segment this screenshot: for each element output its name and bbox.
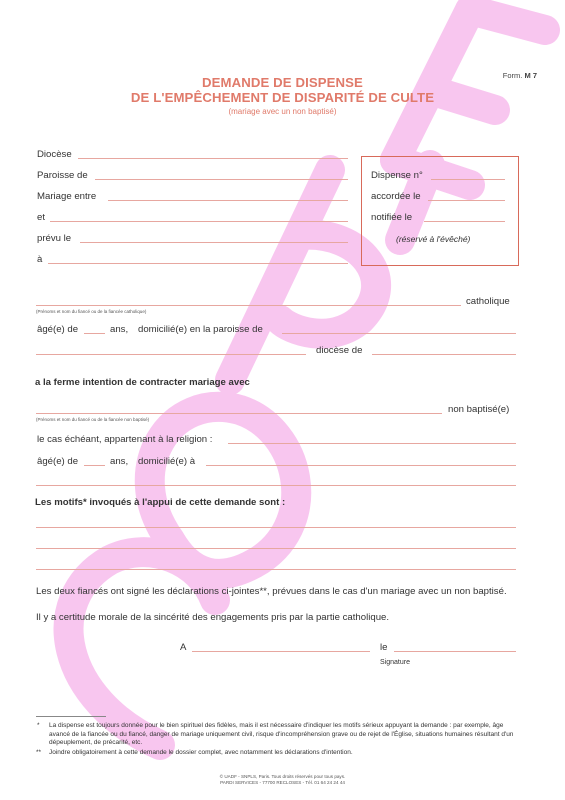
catholic-name-field[interactable] [36, 305, 461, 306]
non-baptise-name-caption: (Prénoms et nom du fiancé ou de la fiancée non baptisé) [36, 417, 150, 422]
mariage-label: Mariage entre [37, 191, 97, 202]
catholic-age-label: âgé(e) de [37, 324, 79, 335]
reserve-label: (réservé à l'évêché) [396, 234, 471, 244]
religion-label: le cas échéant, appartenant à la religion : [37, 434, 213, 445]
non-baptise-domicile-cont-field[interactable] [36, 485, 516, 486]
catholic-domicile-label: domicilié(e) en la paroisse de [138, 324, 263, 335]
footnote-1: La dispense est toujours donnée pour le bien spirituel des fidèles, mais il est nécessaire d'indiquer les motifs sérieux appuyant la demande : par exemple, âge avancé de la fiancée ou du fiancé, danger de mariage uniquement civil, risque d'incompréhension grave ou de rejet de l'Église, situations humaines résultant d'un dépeuplement, de précarité, etc. [49, 722, 514, 747]
et-label: et [37, 212, 46, 223]
religion-field[interactable] [228, 443, 516, 444]
et-field[interactable] [50, 221, 348, 222]
motifs-line-2[interactable] [36, 548, 516, 549]
footnote-rule [36, 716, 106, 717]
catholic-diocese-field[interactable] [372, 354, 516, 355]
a-label: à [37, 254, 43, 265]
motifs-line-1[interactable] [36, 527, 516, 528]
footnote-2-mark: ** [36, 749, 42, 756]
copyright-line-1: © UADF - SNPLS, Paris. Tous droits réservés pour tous pays. [219, 774, 346, 779]
notifiee-field[interactable] [424, 221, 505, 222]
paroisse-field[interactable] [95, 179, 348, 180]
footnote-2: Joindre obligatoirement à cette demande le dossier complet, avec notamment les déclarations d'intention. [49, 749, 353, 756]
non-baptise-name-field[interactable] [36, 413, 442, 414]
dispense-number-field[interactable] [431, 179, 505, 180]
declarations-text: Les deux fiancés ont signé les déclarations ci-jointes**, prévues dans le cas d'un mariage avec un non baptisé. [36, 586, 507, 597]
catholic-name-caption: (Prénoms et nom du fiancé ou de la fiancée catholique) [36, 309, 147, 314]
signature-label: Signature [380, 659, 410, 666]
signature-date-field[interactable] [394, 651, 516, 652]
catholic-paroisse-cont-field[interactable] [36, 354, 306, 355]
mariage-field[interactable] [108, 200, 348, 201]
diocese-field[interactable] [78, 158, 348, 159]
paroisse-label: Paroisse de [37, 170, 88, 181]
form-code-number: M 7 [524, 71, 537, 80]
dispense-label: Dispense n° [371, 170, 423, 181]
notifiee-label: notifiée le [371, 212, 413, 223]
catholic-diocese-label: diocèse de [316, 345, 363, 356]
non-baptise-age-field[interactable] [84, 465, 105, 466]
motifs-heading: Les motifs* invoqués à l'appui de cette demande sont : [35, 497, 286, 508]
catholic-age-unit: ans, [110, 324, 129, 335]
form-code-prefix: Form. [502, 71, 523, 80]
non-baptise-age-label: âgé(e) de [37, 456, 79, 467]
non-baptise-domicile-field[interactable] [206, 465, 516, 466]
non-baptise-domicile-label: domicilié(e) à [138, 456, 196, 467]
non-baptise-label: non baptisé(e) [448, 404, 510, 415]
accordee-label: accordée le [371, 191, 421, 202]
prevu-label: prévu le [37, 233, 72, 244]
signature-place-label: A [180, 642, 187, 653]
intention-text: a la ferme intention de contracter mariage avec [35, 377, 250, 388]
signature-date-label: le [380, 642, 388, 653]
catholic-paroisse-field[interactable] [282, 333, 516, 334]
title-line-2: DE L'EMPÊCHEMENT DE DISPARITÉ DE CULTE [130, 90, 435, 105]
a-field[interactable] [48, 263, 348, 264]
catholic-age-field[interactable] [84, 333, 105, 334]
non-baptise-age-unit: ans, [110, 456, 129, 467]
certitude-text: Il y a certitude morale de la sincérité des engagements pris par la partie catholique. [36, 612, 390, 623]
signature-place-field[interactable] [192, 651, 370, 652]
title-line-1: DEMANDE DE DISPENSE [202, 75, 363, 90]
motifs-line-3[interactable] [36, 569, 516, 570]
footnote-1-mark: * [37, 722, 40, 729]
accordee-field[interactable] [428, 200, 505, 201]
prevu-field[interactable] [80, 242, 348, 243]
copyright-line-2: PARDI SERVICES - 77700 RECLOSES - Tél. 01 64 24 24 44 [220, 780, 345, 785]
subtitle: (mariage avec un non baptisé) [228, 107, 337, 116]
diocese-label: Diocèse [37, 149, 72, 160]
catholique-label: catholique [466, 296, 510, 307]
